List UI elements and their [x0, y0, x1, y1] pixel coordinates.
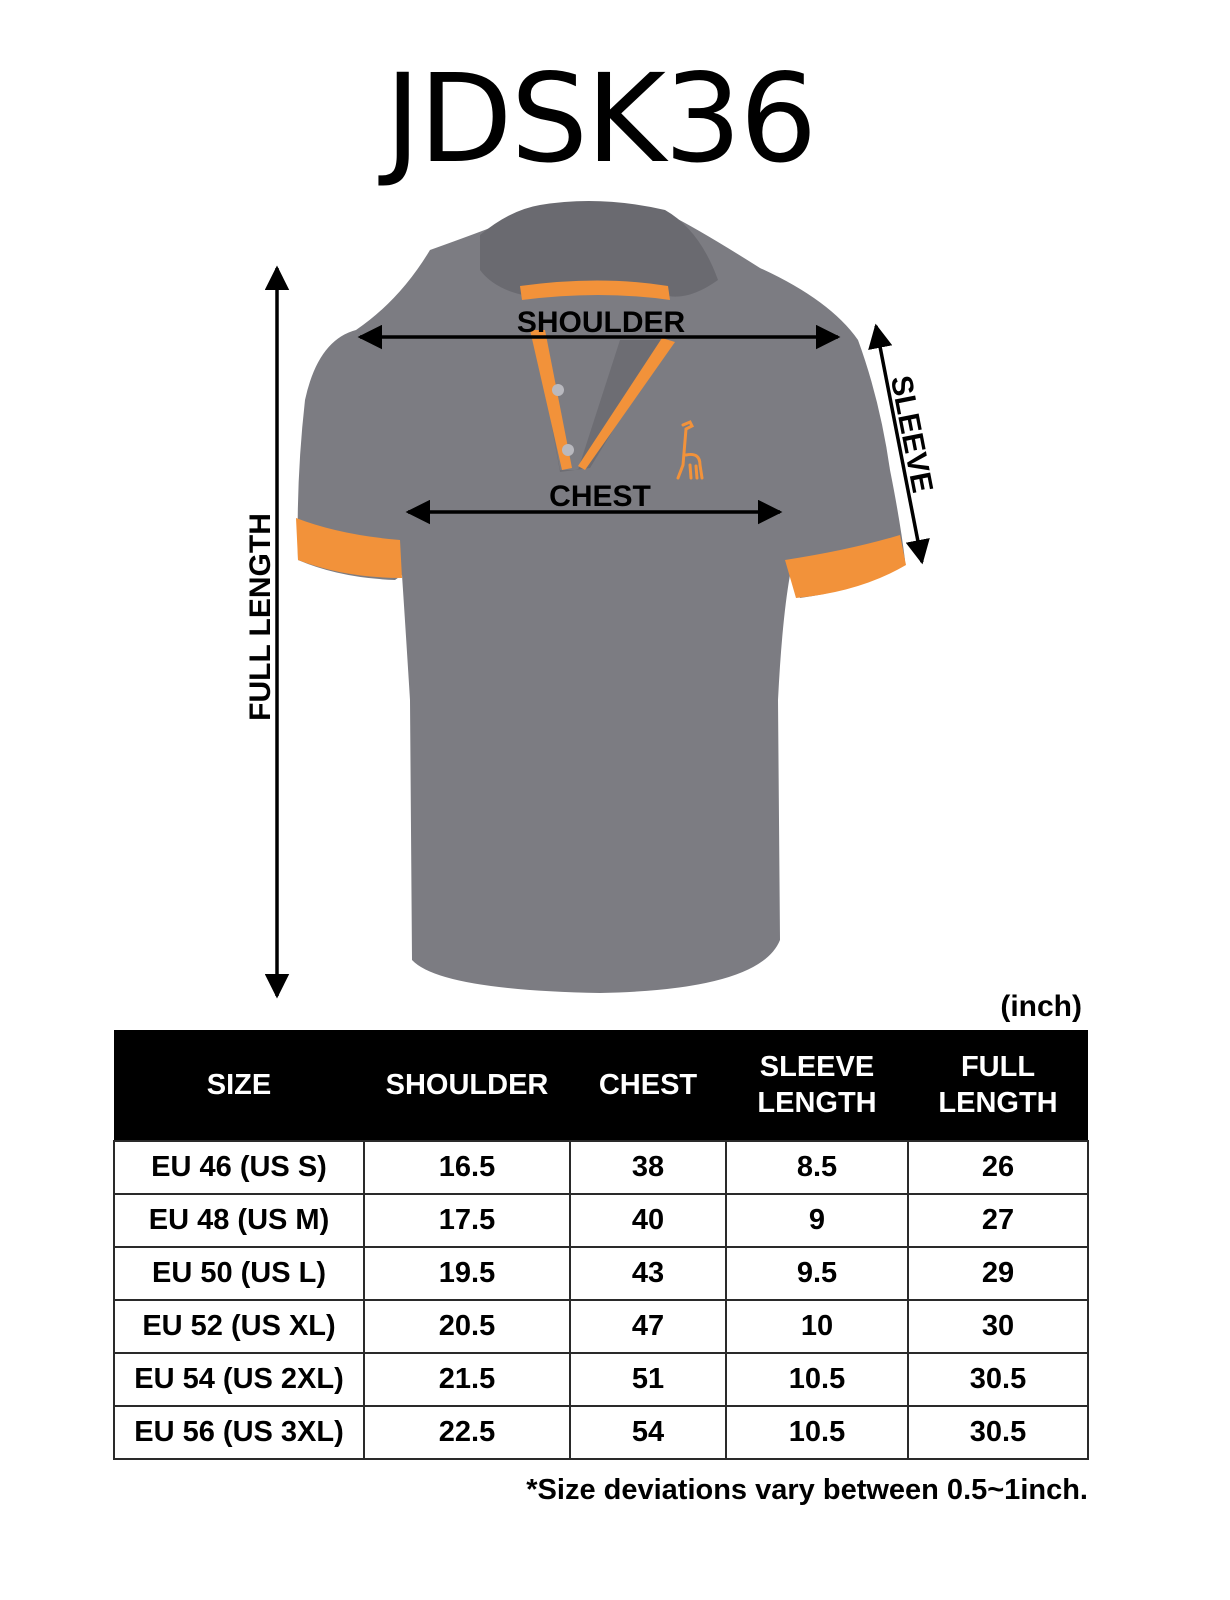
table-row — [114, 1406, 1088, 1459]
size-deviation-note: *Size deviations vary between 0.5~1inch. — [526, 1474, 1088, 1506]
cell-full-length: 29 — [908, 1247, 1088, 1300]
cell-sleeve-length: 10.5 — [726, 1406, 908, 1459]
cell-size: EU 54 (US 2XL) — [114, 1353, 364, 1406]
cell-sleeve-length: 8.5 — [726, 1141, 908, 1194]
header-sleeve-length: SLEEVE LENGTH — [726, 1030, 908, 1141]
sleeve-label: SLEEVE — [883, 372, 939, 496]
cell-chest: 38 — [570, 1141, 726, 1194]
header-full-length: FULL LENGTH — [908, 1030, 1088, 1141]
cell-shoulder: 20.5 — [364, 1300, 570, 1353]
header-chest: CHEST — [570, 1030, 726, 1141]
cell-sleeve-length: 9.5 — [726, 1247, 908, 1300]
cell-shoulder: 16.5 — [364, 1141, 570, 1194]
cell-sleeve-length: 10 — [726, 1300, 908, 1353]
cell-full-length: 27 — [908, 1194, 1088, 1247]
table-row — [114, 1194, 1088, 1247]
cell-size: EU 56 (US 3XL) — [114, 1406, 364, 1459]
cell-shoulder: 22.5 — [364, 1406, 570, 1459]
button-1 — [552, 384, 564, 396]
cell-sleeve-length: 9 — [726, 1194, 908, 1247]
cell-chest: 51 — [570, 1353, 726, 1406]
cell-chest: 47 — [570, 1300, 726, 1353]
cell-chest: 43 — [570, 1247, 726, 1300]
cell-size: EU 52 (US XL) — [114, 1300, 364, 1353]
cell-full-length: 26 — [908, 1141, 1088, 1194]
size-chart-table — [113, 1030, 1089, 1460]
header-size: SIZE — [114, 1030, 364, 1141]
cell-chest: 54 — [570, 1406, 726, 1459]
button-2 — [562, 444, 574, 456]
cell-shoulder: 17.5 — [364, 1194, 570, 1247]
cell-size: EU 48 (US M) — [114, 1194, 364, 1247]
chest-label: CHEST — [549, 480, 651, 513]
cell-full-length: 30.5 — [908, 1406, 1088, 1459]
page-title: JDSK36 — [384, 48, 816, 190]
cell-sleeve-length: 10.5 — [726, 1353, 908, 1406]
cell-shoulder: 21.5 — [364, 1353, 570, 1406]
header-shoulder: SHOULDER — [364, 1030, 570, 1141]
table-row — [114, 1300, 1088, 1353]
table-row — [114, 1353, 1088, 1406]
table-row — [114, 1247, 1088, 1300]
table-row — [114, 1141, 1088, 1194]
cell-full-length: 30.5 — [908, 1353, 1088, 1406]
table-header-row — [114, 1030, 1088, 1141]
cell-chest: 40 — [570, 1194, 726, 1247]
cell-full-length: 30 — [908, 1300, 1088, 1353]
cell-size: EU 46 (US S) — [114, 1141, 364, 1194]
unit-label: (inch) — [1000, 990, 1082, 1023]
cell-size: EU 50 (US L) — [114, 1247, 364, 1300]
cell-shoulder: 19.5 — [364, 1247, 570, 1300]
full-length-label: FULL LENGTH — [244, 513, 277, 721]
shoulder-label: SHOULDER — [516, 306, 686, 339]
